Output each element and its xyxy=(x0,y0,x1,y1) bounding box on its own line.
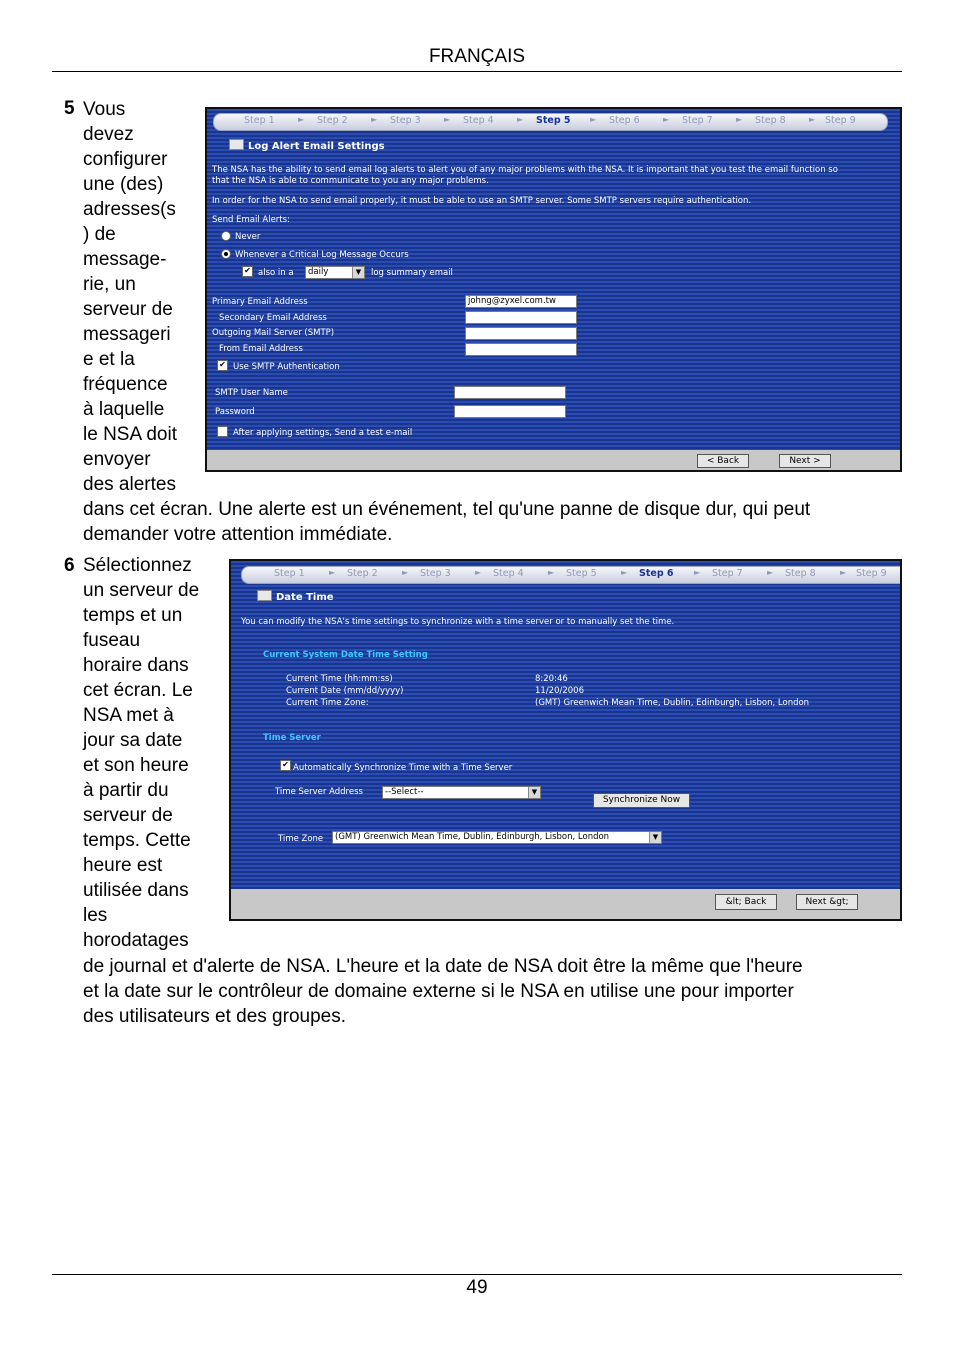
synchronize-now-button[interactable]: Synchronize Now xyxy=(593,793,690,808)
log-alert-screenshot xyxy=(205,107,902,472)
also-in-label: also in a xyxy=(258,268,294,278)
button-bar xyxy=(231,889,900,919)
current-time-label: Current Time (hh:mm:ss) xyxy=(286,674,393,684)
frequency-select[interactable]: daily ▼ xyxy=(305,266,365,279)
time-zone-select[interactable]: (GMT) Greenwich Mean Time, Dublin, Edinburgh, Lisbon, London ▼ xyxy=(332,831,662,844)
use-auth-checkbox[interactable]: ✔ xyxy=(217,360,228,371)
auto-sync-checkbox[interactable]: ✔ xyxy=(280,760,291,771)
from-email-label: From Email Address xyxy=(219,344,303,354)
folder-icon xyxy=(257,590,272,601)
wizard-step-2[interactable]: Step 2 xyxy=(317,115,348,126)
wizard-step-3[interactable]: Step 3 xyxy=(420,568,451,579)
wizard-step-8[interactable]: Step 8 xyxy=(785,568,816,579)
step-6-paragraph-end: de journal et d'alerte de NSA. L'heure et la date de NSA doit être la même que l'heure et la date sur le contrôleur de domaine externe si le NSA en utilise une pour importer des utilisateurs et des groupes. xyxy=(83,956,803,1027)
current-zone-value: (GMT) Greenwich Mean Time, Dublin, Edinburgh, Lisbon, London xyxy=(535,698,810,708)
button-bar xyxy=(207,450,900,470)
intro-text: You can modify the NSA's time settings to synchronize with a time server or to manually set the time. xyxy=(241,617,675,627)
wizard-step-2[interactable]: Step 2 xyxy=(347,568,378,579)
next-button[interactable]: Next > xyxy=(779,454,831,468)
footer-rule xyxy=(52,1274,902,1275)
wizard-step-9[interactable]: Step 9 xyxy=(856,568,887,579)
step-6-number: 6 xyxy=(64,555,75,576)
dropdown-arrow-icon: ▼ xyxy=(352,267,364,278)
intro-text-1: The NSA has the ability to send email log alerts to alert you of any major problems with the NSA. It is important that you test the email function so xyxy=(212,165,838,175)
wizard-step-3[interactable]: Step 3 xyxy=(390,115,421,126)
dropdown-arrow-icon: ▼ xyxy=(528,787,540,798)
intro-text-3: In order for the NSA to send email properly, it must be able to use an SMTP server. Some SMTP servers require authentication. xyxy=(212,196,752,206)
secondary-email-field[interactable] xyxy=(465,311,577,324)
server-address-select[interactable]: --Select-- ▼ xyxy=(382,786,541,799)
secondary-email-label: Secondary Email Address xyxy=(219,313,327,323)
current-zone-label: Current Time Zone: xyxy=(286,698,369,708)
wizard-step-4[interactable]: Step 4 xyxy=(463,115,494,126)
wizard-step-bar: Step 1 ► Step 2 ► Step 3 ► Step 4 ► Step 5 ► Step 6 ► Step 7 ► Step 8 ► Step 9 xyxy=(213,113,888,131)
step-5-column-text: Vous devez configurer une (des) adresses(s ) de message- rie, un serveur de messageri e et la fréquence à laquelle le NSA doit envoyer des alertes xyxy=(83,99,177,495)
wizard-step-5[interactable]: Step 5 xyxy=(536,115,571,126)
never-label: Never xyxy=(235,232,261,242)
current-time-value: 8:20:46 xyxy=(535,674,568,684)
server-address-label: Time Server Address xyxy=(275,787,363,797)
test-mail-checkbox[interactable] xyxy=(217,426,228,437)
from-email-field[interactable] xyxy=(465,343,577,356)
time-zone-label: Time Zone xyxy=(278,834,324,844)
section-title: Log Alert Email Settings xyxy=(229,139,385,152)
wizard-step-1[interactable]: Step 1 xyxy=(274,568,305,579)
password-field[interactable] xyxy=(454,405,566,418)
test-mail-label: After applying settings, Send a test e-mail xyxy=(233,428,413,438)
send-alerts-label: Send Email Alerts: xyxy=(212,215,290,225)
wizard-step-9[interactable]: Step 9 xyxy=(825,115,856,126)
dropdown-arrow-icon: ▼ xyxy=(649,832,661,843)
critical-radio[interactable] xyxy=(221,249,231,259)
time-server-heading: Time Server xyxy=(263,733,321,743)
header-rule xyxy=(52,71,902,72)
wizard-step-1[interactable]: Step 1 xyxy=(244,115,275,126)
date-time-screenshot xyxy=(229,559,902,921)
wizard-step-5[interactable]: Step 5 xyxy=(566,568,597,579)
step-5-number: 5 xyxy=(64,98,75,119)
wizard-step-7[interactable]: Step 7 xyxy=(712,568,743,579)
current-date-value: 11/20/2006 xyxy=(535,686,584,696)
wizard-step-bar: Step 1 ► Step 2 ► Step 3 ► Step 4 ► Step 5 ► Step 6 ► Step 7 ► Step 8 ► Step 9 xyxy=(241,566,902,584)
critical-label: Whenever a Critical Log Message Occurs xyxy=(235,250,409,260)
page-number: 49 xyxy=(466,1277,488,1298)
wizard-step-8[interactable]: Step 8 xyxy=(755,115,786,126)
back-button[interactable]: < Back xyxy=(697,454,749,468)
step-5-paragraph-end: dans cet écran. Une alerte est un événement, tel qu'une panne de disque dur, qui peut demander votre attention immédiate. xyxy=(83,499,811,545)
log-summary-label: log summary email xyxy=(371,268,453,278)
wizard-step-6[interactable]: Step 6 xyxy=(639,568,674,579)
primary-email-label: Primary Email Address xyxy=(212,297,308,307)
wizard-step-7[interactable]: Step 7 xyxy=(682,115,713,126)
smtp-user-label: SMTP User Name xyxy=(215,388,288,398)
page-header: FRANÇAIS xyxy=(428,46,526,67)
folder-icon xyxy=(229,139,244,150)
password-label: Password xyxy=(215,407,255,417)
back-button[interactable]: &lt; Back xyxy=(715,894,777,910)
auto-sync-label: Automatically Synchronize Time with a Time Server xyxy=(293,763,513,773)
wizard-step-4[interactable]: Step 4 xyxy=(493,568,524,579)
never-radio[interactable] xyxy=(221,231,231,241)
primary-email-field[interactable]: johng@zyxel.com.tw xyxy=(465,295,577,308)
intro-text-2: that the NSA is able to communicate to you any major problems. xyxy=(212,176,489,186)
wizard-step-6[interactable]: Step 6 xyxy=(609,115,640,126)
step-6-column-text: Sélectionnez un serveur de temps et un fuseau horaire dans cet écran. Le NSA met à jour sa date et son heure à partir du serveur de temps. Cette heure est utilisée dans les horodatages xyxy=(83,555,200,951)
smtp-user-field[interactable] xyxy=(454,386,566,399)
current-setting-heading: Current System Date Time Setting xyxy=(263,650,428,660)
smtp-server-label: Outgoing Mail Server (SMTP) xyxy=(212,328,335,338)
use-auth-label: Use SMTP Authentication xyxy=(233,362,340,372)
current-date-label: Current Date (mm/dd/yyyy) xyxy=(286,686,404,696)
also-in-checkbox[interactable]: ✔ xyxy=(242,266,253,277)
next-button[interactable]: Next &gt; xyxy=(796,894,858,910)
smtp-server-field[interactable] xyxy=(465,327,577,340)
section-title: Date Time xyxy=(257,590,334,603)
